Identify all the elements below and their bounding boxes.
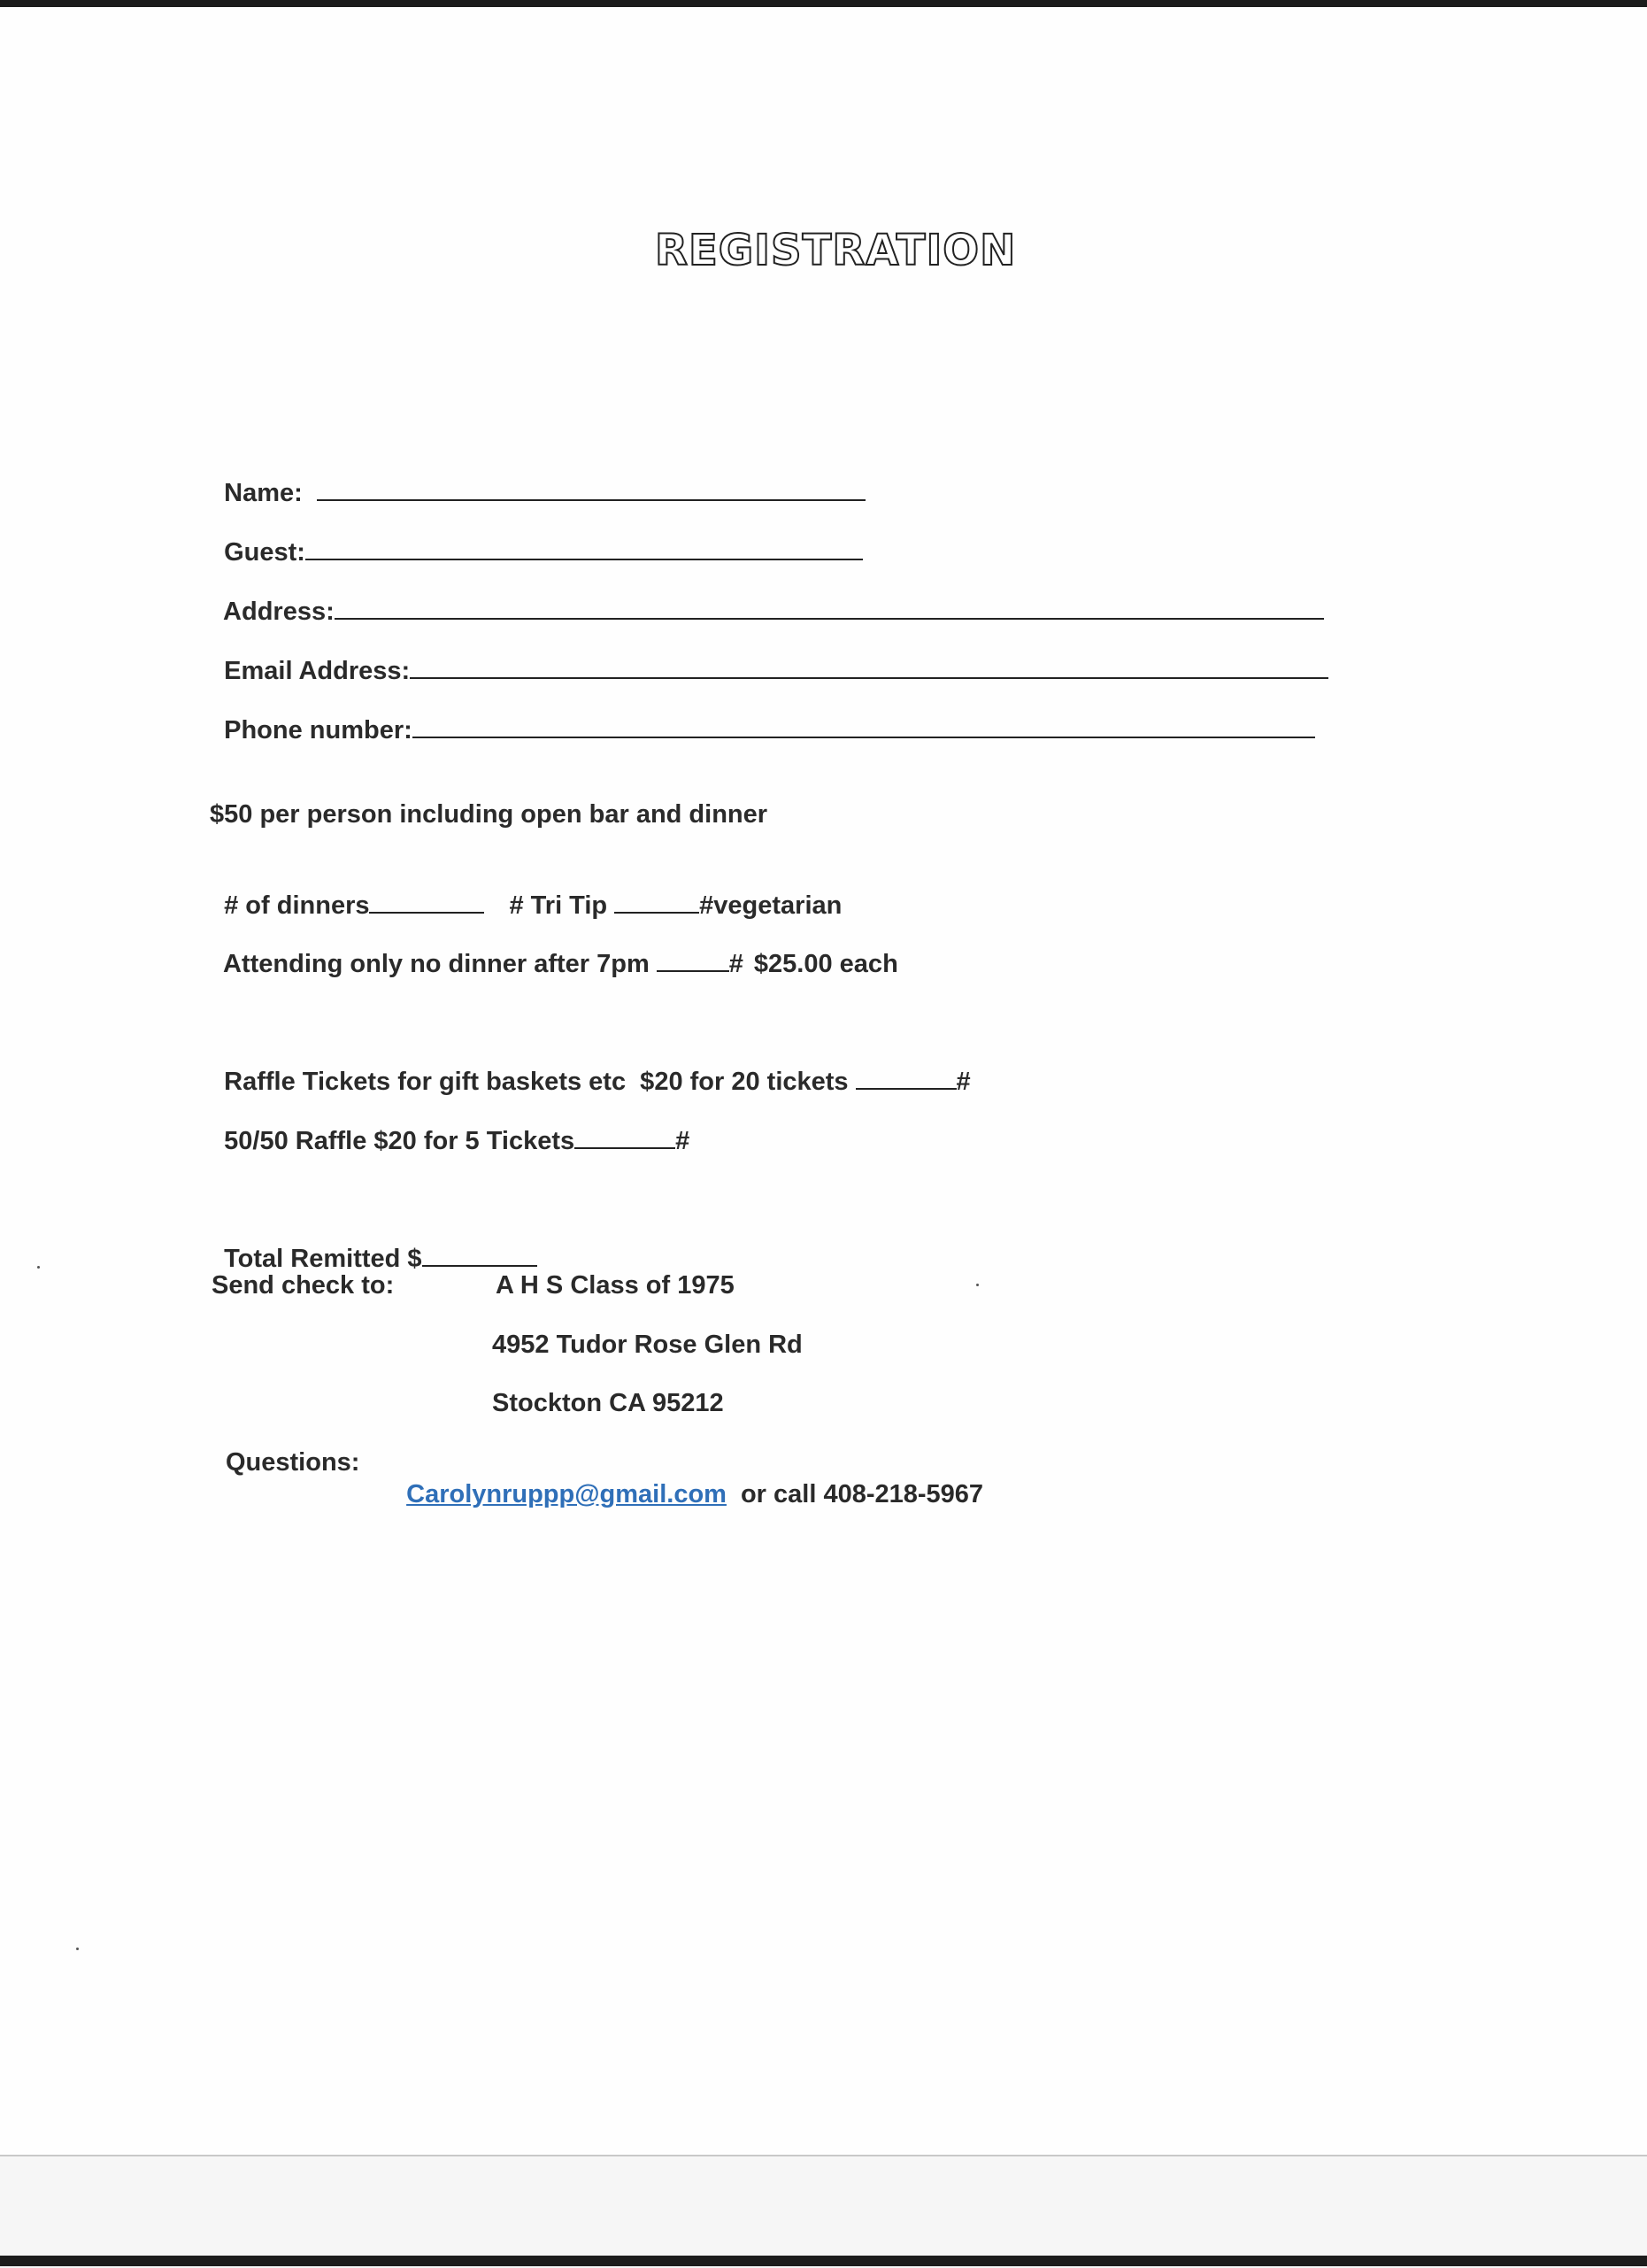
phone-blank[interactable]: [412, 714, 1315, 738]
attending-only-blank[interactable]: [657, 949, 729, 972]
scan-bottom-margin: [0, 2155, 1647, 2268]
scan-bottom-edge: [0, 2256, 1647, 2266]
total-blank[interactable]: [422, 1244, 537, 1267]
guest-label: Guest:: [224, 538, 305, 567]
contact-email-link[interactable]: Carolynruppp@gmail.com: [406, 1480, 727, 1508]
fifty-fifty-label: 50/50 Raffle $20 for 5 Tickets: [224, 1127, 575, 1155]
questions-label: Questions:: [226, 1448, 360, 1477]
dinners-label: # of dinners: [224, 891, 370, 920]
questions-row: [392, 1446, 983, 1510]
email-field[interactable]: [210, 622, 1328, 687]
gift-raffle-label: Raffle Tickets for gift baskets etc $20 for 20 tickets: [224, 1068, 849, 1096]
total-row[interactable]: [210, 1211, 537, 1275]
gift-raffle-hash: #: [956, 1068, 971, 1096]
phone-field[interactable]: [210, 682, 1315, 746]
scan-top-edge: [0, 0, 1647, 7]
attending-hash: #: [728, 950, 743, 978]
gift-raffle-row[interactable]: [210, 1034, 971, 1098]
dinner-count-row[interactable]: [210, 858, 842, 922]
guest-blank[interactable]: [305, 536, 863, 560]
attending-price: $25.00 each: [753, 950, 898, 978]
scan-speck: [37, 1266, 40, 1269]
tri-tip-label: # Tri Tip: [509, 891, 608, 920]
send-check-label: Send check to:: [212, 1271, 395, 1300]
name-label: Name:: [224, 479, 303, 507]
attending-only-label: Attending only no dinner after 7pm: [223, 950, 650, 978]
fifty-fifty-hash: #: [675, 1127, 690, 1155]
contact-phone-text: or call 408-218-5967: [740, 1480, 984, 1508]
fifty-fifty-blank[interactable]: [574, 1126, 675, 1149]
address-field[interactable]: [210, 563, 1324, 628]
send-address-line2: 4952 Tudor Rose Glen Rd: [492, 1331, 803, 1359]
tri-tip-blank[interactable]: [614, 891, 699, 914]
scan-speck: [976, 1284, 979, 1286]
guest-field[interactable]: [210, 504, 863, 568]
name-field[interactable]: [210, 444, 866, 509]
address-label: Address:: [223, 598, 335, 626]
form-title: REGISTRATION: [655, 226, 1017, 275]
scan-speck: [76, 1948, 79, 1950]
dinners-blank[interactable]: [369, 891, 484, 914]
price-headline: $50 per person including open bar and dinner: [210, 800, 768, 829]
send-address-line3: Stockton CA 95212: [492, 1389, 724, 1417]
gift-raffle-blank[interactable]: [856, 1067, 957, 1090]
attending-only-row[interactable]: [210, 916, 898, 980]
name-blank[interactable]: [317, 476, 866, 501]
fifty-fifty-row[interactable]: [210, 1093, 689, 1157]
email-label: Email Address:: [224, 657, 411, 685]
total-label: Total Remitted $: [224, 1245, 422, 1273]
address-blank[interactable]: [335, 595, 1324, 620]
vegetarian-label: #vegetarian: [699, 891, 843, 920]
email-blank[interactable]: [410, 654, 1328, 679]
phone-label: Phone number:: [224, 716, 412, 744]
send-address-line1: A H S Class of 1975: [496, 1271, 735, 1300]
